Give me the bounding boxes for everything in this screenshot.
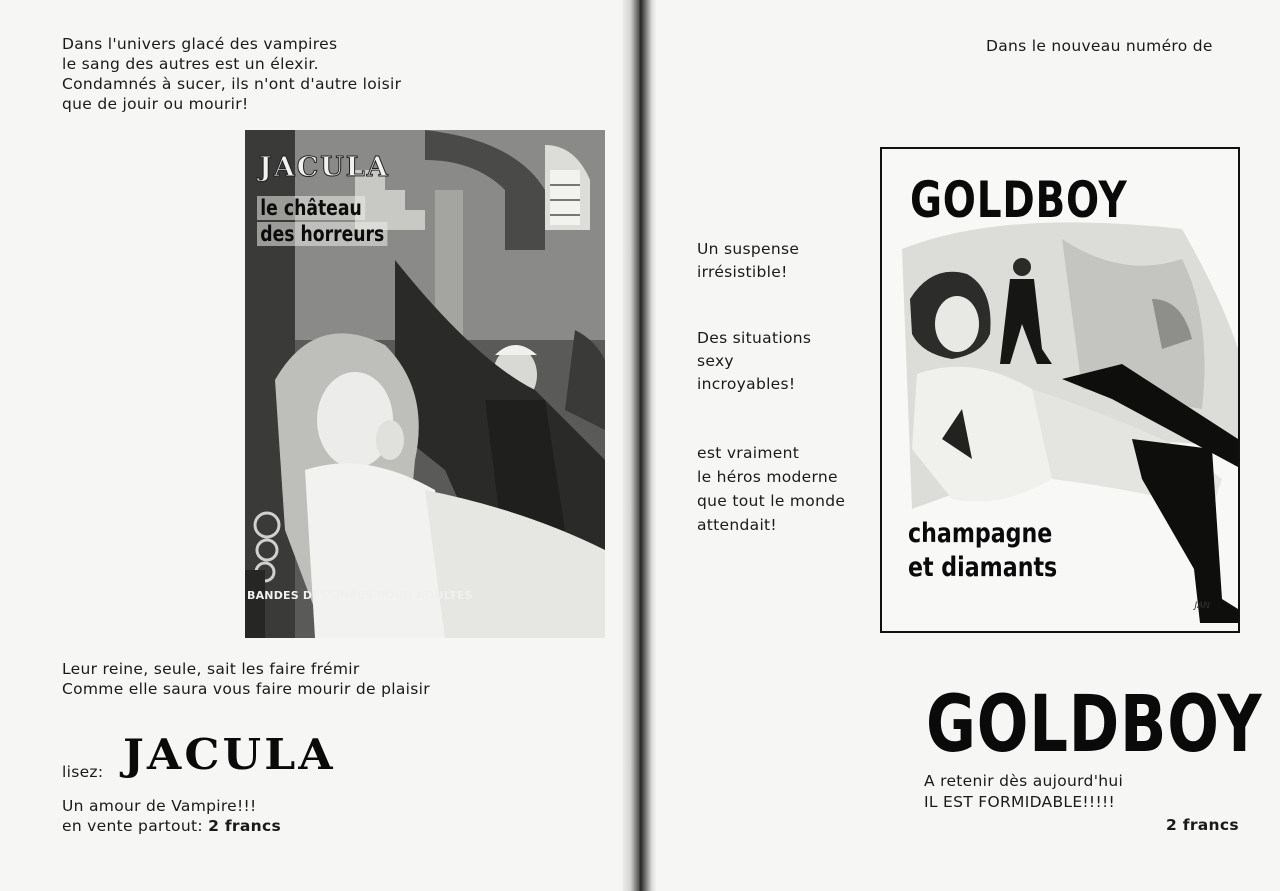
blurb-line: Des situations [697, 329, 812, 347]
goldboy-cover-subtitle-line: et diamants [908, 552, 1058, 583]
jacula-middle-text [62, 659, 430, 699]
goldboy-price: 2 francs [1166, 816, 1239, 834]
intro-line: que de jouir ou mourir! [62, 95, 249, 113]
intro-line: le sang des autres est un élexir. [62, 55, 319, 73]
goldboy-blurb-1 [697, 238, 799, 284]
book-gutter [622, 0, 656, 891]
blurb-line: sexy [697, 352, 734, 370]
goldboy-tagline [924, 771, 1123, 813]
blurb-line: irrésistible! [697, 263, 788, 281]
goldboy-cover-subtitle-line: champagne [908, 518, 1053, 549]
jacula-logo: JACULA [123, 730, 336, 779]
closing-line [62, 816, 281, 836]
goldboy-blurb-2 [697, 327, 811, 396]
goldboy-logo: GOLDBOY [926, 680, 1263, 770]
blurb-line: que tout le monde [697, 492, 846, 510]
closing-prefix: en vente partout: [62, 817, 203, 835]
lisez-label: lisez: [62, 763, 104, 781]
jacula-cover-subtitle: des horreurs [257, 222, 388, 246]
goldboy-cover-title: GOLDBOY [910, 171, 1128, 229]
blurb-line: incroyables! [697, 375, 796, 393]
intro-line: Condamnés à sucer, ils n'ont d'autre loisir [62, 75, 402, 93]
blurb-line: Un suspense [697, 240, 800, 258]
blurb-line: attendait! [697, 516, 777, 534]
goldboy-cover-subtitle [908, 517, 1057, 585]
jacula-intro-text [62, 34, 401, 114]
artist-signature: JAN [1194, 601, 1210, 611]
closing-line: Un amour de Vampire!!! [62, 797, 257, 815]
jacula-cover-subtitle: le château [257, 196, 365, 220]
goldboy-blurb-3 [697, 441, 845, 537]
goldboy-header: Dans le nouveau numéro de [986, 37, 1213, 55]
blurb-line: le héros moderne [697, 468, 838, 486]
jacula-cover-title: JACULA [259, 152, 390, 183]
intro-line: Dans l'univers glacé des vampires [62, 35, 338, 53]
middle-line: Leur reine, seule, sait les faire frémir [62, 660, 360, 678]
tagline-line: A retenir dès aujourd'hui [924, 772, 1124, 790]
goldboy-cover-image [880, 147, 1240, 633]
jacula-closing-text [62, 796, 281, 836]
tagline-line: IL EST FORMIDABLE!!!!! [924, 793, 1115, 811]
jacula-cover-image [245, 130, 605, 638]
jacula-price: 2 francs [208, 817, 281, 835]
blurb-line: est vraiment [697, 444, 800, 462]
jacula-cover-banner: BANDES DESSINÉES POUR ADULTES [247, 589, 473, 602]
middle-line: Comme elle saura vous faire mourir de plaisir [62, 680, 430, 698]
